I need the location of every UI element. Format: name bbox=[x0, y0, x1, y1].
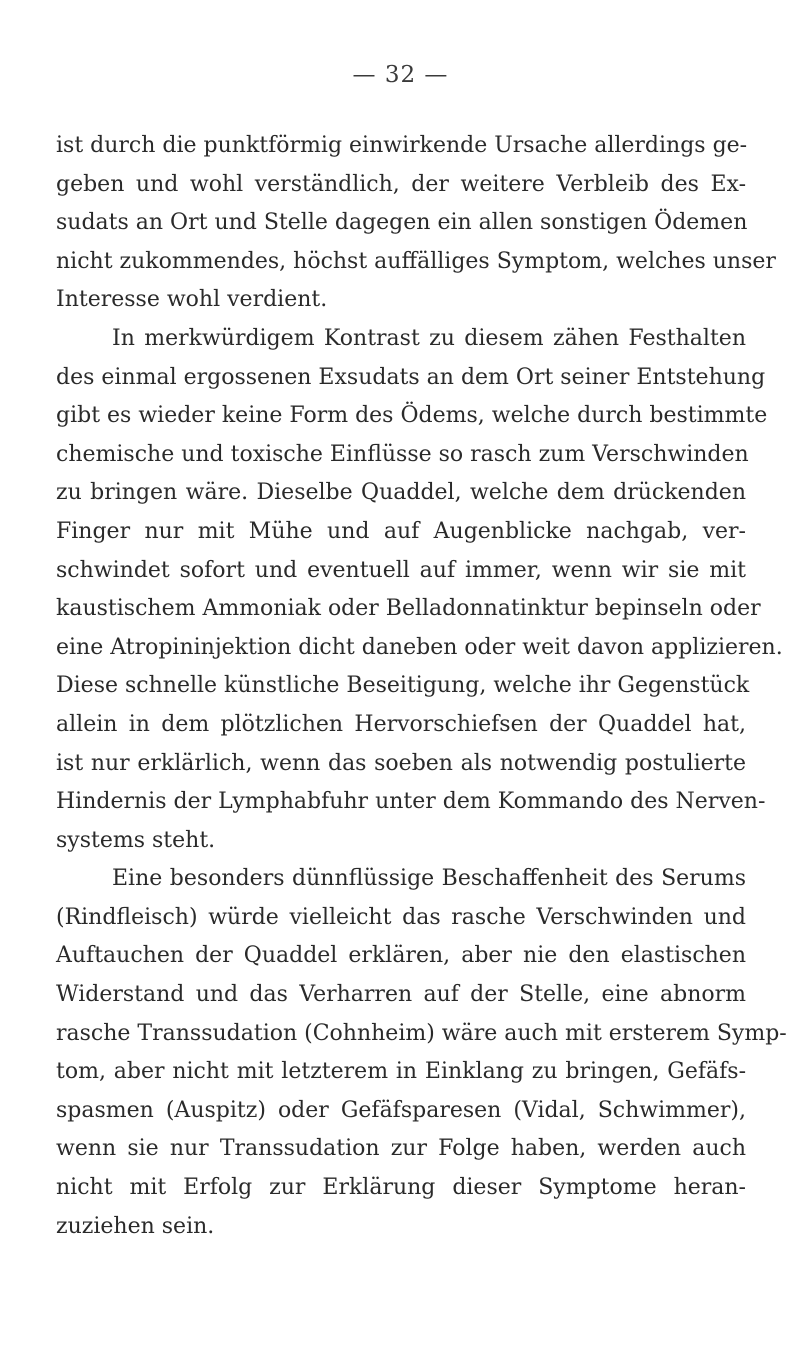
text-line: eine Atropininjektion dicht daneben oder weit davon applizieren. bbox=[56, 634, 783, 660]
text-line: schwindet sofort und eventuell auf immer, wenn wir sie mit bbox=[56, 557, 746, 583]
text-line: geben und wohl verständlich, der weitere Verbleib des Ex- bbox=[56, 171, 746, 197]
text-line: allein in dem plötzlichen Hervorschiefsen der Quaddel hat, bbox=[56, 711, 746, 737]
text-line: (Rindfleisch) würde vielleicht das rasche Verschwinden und bbox=[56, 904, 746, 930]
text-line: tom, aber nicht mit letzterem in Einklang zu bringen, Gefäfs- bbox=[56, 1059, 746, 1085]
text-line: Hindernis der Lymphabfuhr unter dem Kommando des Nerven- bbox=[56, 789, 766, 815]
text-line: gibt es wieder keine Form des Ödems, welche durch bestimmte bbox=[56, 403, 768, 429]
text-line: chemische und toxische Einflüsse so rasch zum Verschwinden bbox=[56, 441, 749, 467]
text-line: Diese schnelle künstliche Beseitigung, welche ihr Gegenstück bbox=[56, 673, 750, 699]
text-line: Auftauchen der Quaddel erklären, aber nie den elastischen bbox=[56, 943, 746, 969]
text-line: rasche Transsudation (Cohnheim) wäre auch mit ersterem Symp- bbox=[56, 1020, 787, 1046]
text-line: kaustischem Ammoniak oder Belladonnatinktur bepinseln oder bbox=[56, 596, 761, 622]
text-line: systems steht. bbox=[56, 827, 216, 853]
text-line: ist durch die punktförmig einwirkende Ursache allerdings ge- bbox=[56, 133, 748, 158]
page-number: — 32 — bbox=[352, 62, 449, 88]
text-line: zuziehen sein. bbox=[56, 1213, 215, 1239]
text-line: In merkwürdigem Kontrast zu diesem zähen Festhalten bbox=[112, 325, 746, 351]
text-line: Eine besonders dünnflüssige Beschaffenheit des Serums bbox=[112, 866, 746, 892]
text-line: ist nur erklärlich, wenn das soeben als notwendig postulierte bbox=[56, 750, 746, 776]
text-line: des einmal ergossenen Exsudats an dem Ort seiner Entstehung bbox=[56, 364, 766, 390]
text-line: sudats an Ort und Stelle dagegen ein allen sonstigen Ödemen bbox=[56, 210, 748, 236]
text-line: Interesse wohl verdient. bbox=[56, 287, 328, 313]
text-line: nicht zukommendes, höchst auffälliges Symptom, welches unser bbox=[56, 248, 776, 274]
text-line: spasmen (Auspitz) oder Gefäfsparesen (Vidal, Schwimmer), bbox=[56, 1097, 746, 1123]
text-line: nicht mit Erfolg zur Erklärung dieser Symptome heran- bbox=[56, 1175, 746, 1201]
text-line: zu bringen wäre. Dieselbe Quaddel, welche dem drückenden bbox=[56, 480, 746, 506]
text-line: Widerstand und das Verharren auf der Stelle, eine abnorm bbox=[56, 982, 746, 1008]
body-text bbox=[56, 127, 787, 1246]
text-line: Finger nur mit Mühe und auf Augenblicke nachgab, ver- bbox=[56, 518, 746, 544]
text-line: wenn sie nur Transsudation zur Folge haben, werden auch bbox=[56, 1136, 746, 1162]
